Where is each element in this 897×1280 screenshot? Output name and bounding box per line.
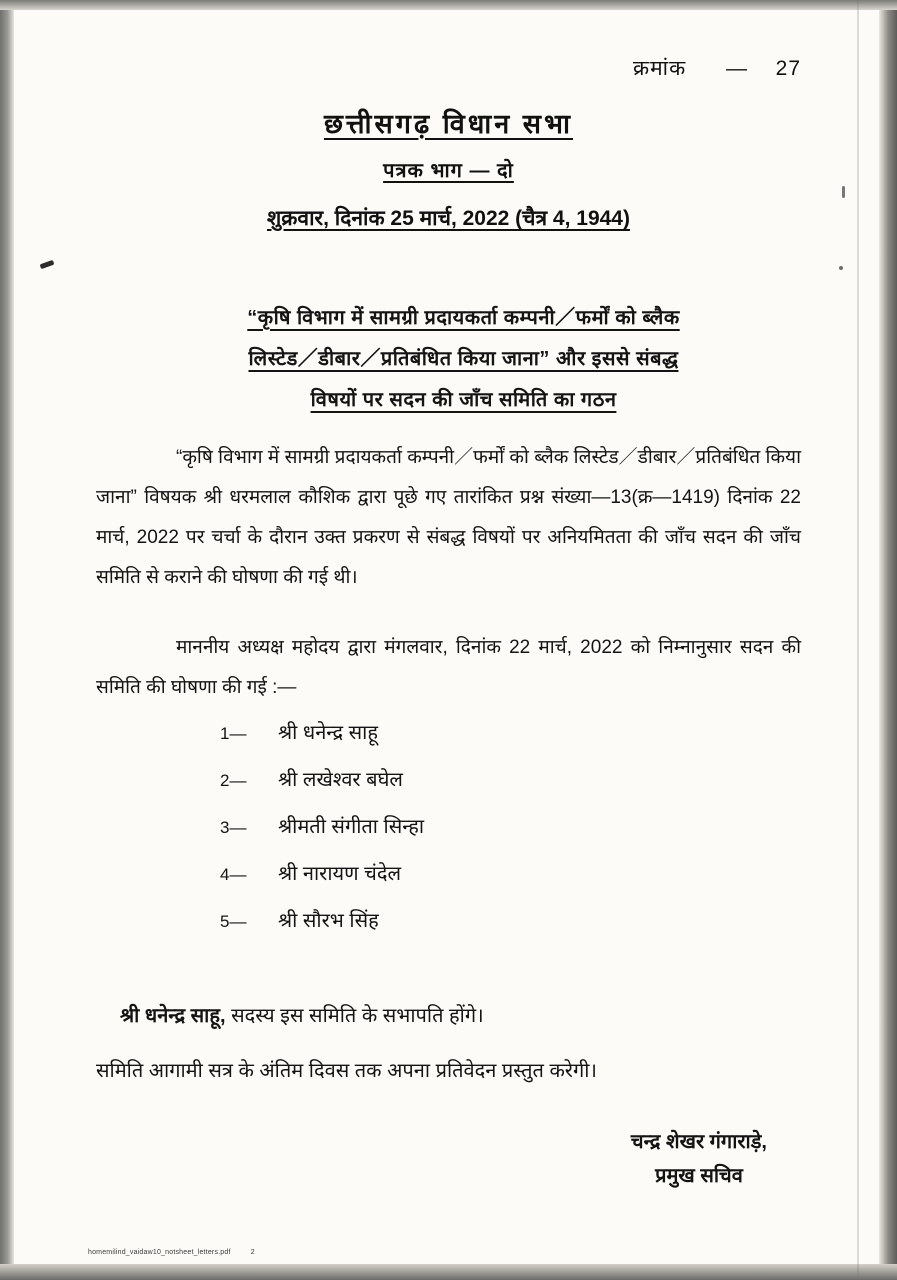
subject-heading-line-2: लिस्टेड／डीबार／प्रतिबंधित किया जाना” और इससे संबद्ध	[248, 348, 679, 370]
subject-heading	[140, 298, 787, 421]
list-item-label: श्रीमती संगीता सिन्हा	[278, 816, 425, 838]
signature-block	[631, 1125, 767, 1193]
list-item	[220, 906, 424, 953]
list-item	[220, 812, 424, 859]
serial-label: क्रमांक	[633, 57, 687, 80]
list-item-label: श्री नारायण चंदेल	[278, 863, 402, 885]
list-item	[220, 718, 424, 765]
signature-name: चन्द्र शेखर गंगाराड़े,	[630, 1131, 767, 1153]
footer-stamp	[88, 1249, 255, 1256]
list-item-label: श्री धनेन्द्र साहू	[278, 722, 378, 744]
serial-value: 27	[775, 57, 801, 80]
footer-page-number: 2	[250, 1249, 255, 1256]
chairman-name: श्री धनेन्द्र साहू,	[120, 1005, 226, 1027]
list-item-number: 2—	[220, 771, 247, 790]
subject-heading-line-3: विषयों पर सदन की जॉंच समिति का गठन	[310, 389, 617, 411]
list-item-number: 4—	[220, 865, 247, 884]
committee-member-list	[220, 718, 424, 953]
list-item-number: 1—	[220, 724, 247, 743]
closing-paragraph-1	[120, 997, 801, 1035]
list-item-number: 5—	[220, 912, 247, 931]
page-title-text: छत्तीसगढ़ विधान सभा	[323, 109, 574, 139]
footer-filename: homemilind_vaidaw10_notsheet_letters.pdf	[88, 1249, 231, 1256]
list-item	[220, 765, 424, 812]
subject-heading-line-1: “कृषि विभाग में सामग्री प्रदायकर्ता कम्पनी／फर्मों को ब्लैक	[247, 307, 680, 329]
serial-dash: —	[725, 57, 748, 80]
list-item	[220, 859, 424, 906]
page-date	[0, 204, 897, 232]
list-item-number: 3—	[220, 818, 247, 837]
page-subtitle	[0, 156, 897, 183]
page-title	[0, 104, 897, 141]
serial-number-line	[633, 54, 801, 82]
page-date-text: शुक्रवार, दिनांक 25 मार्च, 2022 (चैत्र 4, 1944)	[267, 207, 630, 230]
body-paragraph-1: “कृषि विभाग में सामग्री प्रदायकर्ता कम्पनी／फर्मों को ब्लैक लिस्टेड／डीबार／प्रतिबंधित किया जाना” विषयक श्री धरमलाल कौशिक द्वारा पूछे गए तारांकित प्रश्न संख्या—13(क्र—1419) दिनांक 22 मार्च, 2022 पर चर्चा के दौरान उक्त प्रकरण से संबद्ध विषयों पर अनियमितता की जॉंच सदन की जॉंच समिति से कराने की घोषणा की गई थी।	[96, 447, 801, 588]
closing-paragraph-2: समिति आगामी सत्र के अंतिम दिवस तक अपना प्रतिवेदन प्रस्तुत करेगी।	[96, 1060, 598, 1082]
list-item-label: श्री लखेश्वर बघेल	[278, 769, 403, 791]
signature-title: प्रमुख सचिव	[655, 1165, 743, 1187]
body-paragraph-2: माननीय अध्यक्ष महोदय द्वारा मंगलवार, दिनांक 22 मार्च, 2022 को निम्नानुसार सदन की समिति की घोषणा की गई :—	[96, 637, 801, 698]
list-item-label: श्री सौरभ सिंह	[278, 910, 379, 932]
chairman-role-text: सदस्य इस समिति के सभापति होंगे।	[225, 1005, 484, 1027]
page-subtitle-text: पत्रक भाग — दो	[383, 160, 514, 182]
